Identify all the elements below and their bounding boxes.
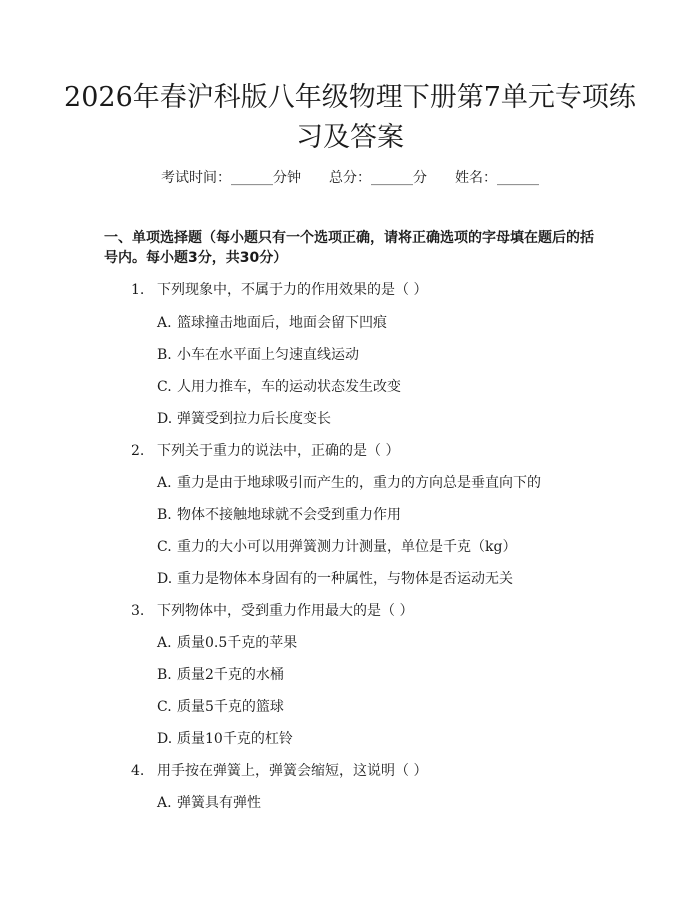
- option-text: 重力是物体本身固有的一种属性，与物体是否运动无关: [177, 571, 513, 587]
- question-number: 4.: [131, 763, 145, 779]
- question-2-option-c: [157, 537, 516, 557]
- option-text: 篮球撞击地面后，地面会留下凹痕: [177, 315, 387, 331]
- question-2-option-d: [157, 569, 513, 589]
- option-text: 质量2千克的水桶: [177, 667, 284, 683]
- option-letter: A.: [157, 315, 172, 331]
- option-text: 小车在水平面上匀速直线运动: [177, 347, 359, 363]
- question-1: [131, 280, 427, 300]
- question-text: 用手按在弹簧上，弹簧会缩短，这说明（ ）: [157, 763, 428, 779]
- option-letter: D.: [157, 731, 173, 747]
- option-text: 质量10千克的杠铃: [177, 731, 293, 747]
- question-4-option-a: [157, 793, 261, 813]
- question-number: 3.: [131, 603, 145, 619]
- question-3-option-c: [157, 697, 284, 717]
- question-text: 下列物体中，受到重力作用最大的是（ ）: [157, 603, 414, 619]
- option-letter: C.: [157, 379, 172, 395]
- option-letter: A.: [157, 635, 172, 651]
- option-text: 弹簧具有弹性: [177, 795, 261, 811]
- total-score-field: 总分：______分: [329, 170, 427, 186]
- question-3-option-a: [157, 633, 297, 653]
- question-number: 1.: [131, 282, 145, 298]
- question-1-option-a: [157, 313, 387, 333]
- document-title: 2026年春沪科版八年级物理下册第7单元专项练习及答案: [64, 82, 636, 153]
- option-letter: A.: [157, 475, 172, 491]
- question-2-option-a: [157, 473, 541, 493]
- option-letter: B.: [157, 347, 172, 363]
- question-3: [131, 601, 413, 621]
- option-text: 质量0.5千克的苹果: [177, 635, 298, 651]
- option-letter: D.: [157, 411, 173, 427]
- question-text: 下列现象中，不属于力的作用效果的是（ ）: [157, 282, 428, 298]
- option-text: 人用力推车，车的运动状态发生改变: [177, 379, 401, 395]
- option-text: 弹簧受到拉力后长度变长: [177, 411, 331, 427]
- option-letter: B.: [157, 667, 172, 683]
- option-letter: D.: [157, 571, 173, 587]
- option-text: 重力是由于地球吸引而产生的，重力的方向总是垂直向下的: [177, 475, 541, 491]
- question-3-option-d: [157, 729, 293, 749]
- question-1-option-c: [157, 377, 401, 397]
- exam-time-field: 考试时间：______分钟: [161, 170, 301, 186]
- option-letter: B.: [157, 507, 172, 523]
- question-text: 下列关于重力的说法中，正确的是（ ）: [157, 443, 400, 459]
- option-letter: C.: [157, 699, 172, 715]
- question-1-option-b: [157, 345, 359, 365]
- option-letter: C.: [157, 539, 172, 555]
- exam-info-line: [0, 167, 700, 189]
- option-letter: A.: [157, 795, 172, 811]
- option-text: 重力的大小可以用弹簧测力计测量，单位是千克（kg）: [177, 539, 517, 555]
- question-1-option-d: [157, 409, 331, 429]
- question-2: [131, 441, 399, 461]
- student-name-field: 姓名：______: [455, 170, 539, 186]
- question-3-option-b: [157, 665, 284, 685]
- question-4: [131, 761, 427, 781]
- question-2-option-b: [157, 505, 401, 525]
- option-text: 质量5千克的篮球: [177, 699, 284, 715]
- section-heading: 一、单项选择题（每小题只有一个选项正确，请将正确选项的字母填在题后的括号内。每小题3分，共30分）: [104, 230, 594, 266]
- option-text: 物体不接触地球就不会受到重力作用: [177, 507, 401, 523]
- question-number: 2.: [131, 443, 145, 459]
